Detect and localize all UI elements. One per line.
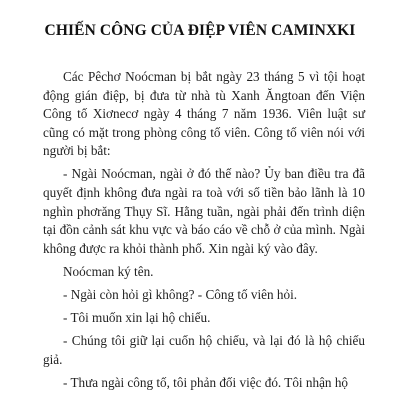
paragraph-7: - Thưa ngài công tố, tôi phản đối việc đó. Tôi nhận hộ	[63, 374, 349, 390]
paragraph-2: - Ngài Noócman, ngài ở đó thế nào? Ủy ban điều tra đã quyết định không đưa ngài ra toà với số tiền bảo lãnh là 10 nghìn phơrăng Thụy Sĩ. Hằng tuần, ngài phải đến trình diện tại đồn cảnh sát khu vực và báo cáo về chỗ ở của mình. Ngài không được ra khỏi thành phố. Xin ngài ký vào đây.	[43, 166, 365, 256]
paragraph-6: - Chúng tôi giữ lại cuốn hộ chiếu, và lại đó là hộ chiếu giả.	[43, 333, 365, 367]
paragraph-1: Các Pêchơ Noócman bị bắt ngày 23 tháng 5 vì tội hoạt động gián điệp, bị đưa từ nhà tù Xanh Ăngtoan đến Viện Công tố Xiơnecơ ngày 4 tháng 7 năm 1936. Viên luật sư cũng có mặt trong phòng công tố viên. Công tố viên nói với người bị bắt:	[43, 69, 365, 159]
paragraph-5: - Tôi muốn xin lại hộ chiếu.	[63, 310, 211, 326]
chapter-title: CHIẾN CÔNG CỦA ĐIỆP VIÊN CAMINXKI	[44, 22, 356, 39]
body-text	[43, 68, 365, 397]
paragraph-4: - Ngài còn hỏi gì không? - Công tố viên hỏi.	[63, 287, 298, 303]
paragraph-3: Noócman ký tên.	[63, 263, 154, 279]
